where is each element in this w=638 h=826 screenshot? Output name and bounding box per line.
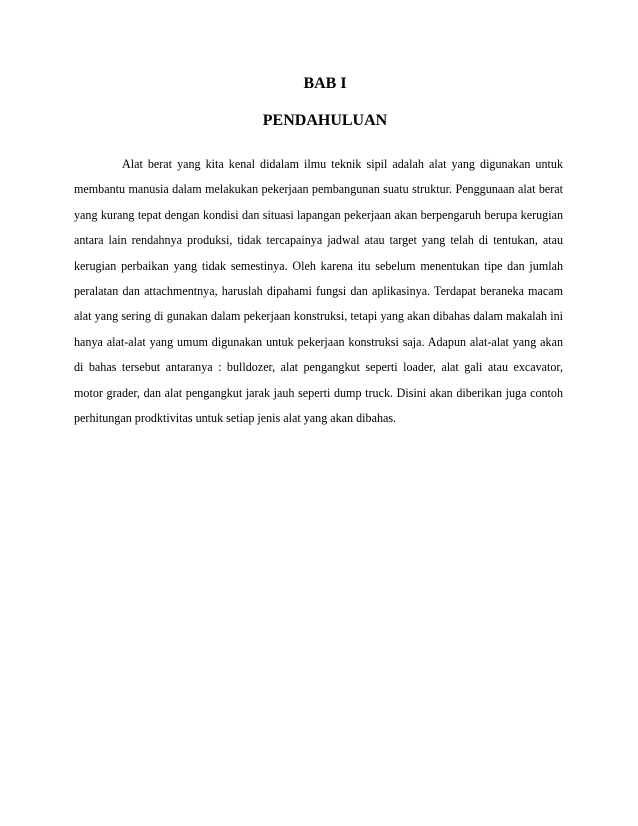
body-paragraph: Alat berat yang kita kenal didalam ilmu teknik sipil adalah alat yang digunakan untuk membantu manusia dalam melakukan pekerjaan pembangunan suatu struktur. Penggunaan alat berat yang kurang tepat dengan kondisi dan situasi lapangan pekerjaan akan berpengaruh berupa kerugian antara lain rendahnya produksi, tidak tercapainya jadwal atau target yang telah di tentukan, atau kerugian perbaikan yang tidak semestinya. Oleh karena itu sebelum menentukan tipe dan jumlah peralatan dan attachmentnya, haruslah dipahami fungsi dan aplikasinya. Terdapat beraneka macam alat yang sering di gunakan dalam pekerjaan konstruksi, tetapi yang akan dibahas dalam makalah ini hanya alat-alat yang umum digunakan untuk pekerjaan konstruksi saja. Adapun alat-alat yang akan di bahas tersebut antaranya : bulldozer, alat pengangkut seperti loader, alat gali atau excavator, motor grader, dan alat pengangkut jarak jauh seperti dump truck. Disini akan diberikan juga contoh perhitungan prodktivitas untuk setiap jenis alat yang akan dibahas.	[74, 157, 563, 426]
chapter-title: PENDAHULUAN	[262, 112, 388, 129]
chapter-label: BAB I	[303, 75, 347, 92]
